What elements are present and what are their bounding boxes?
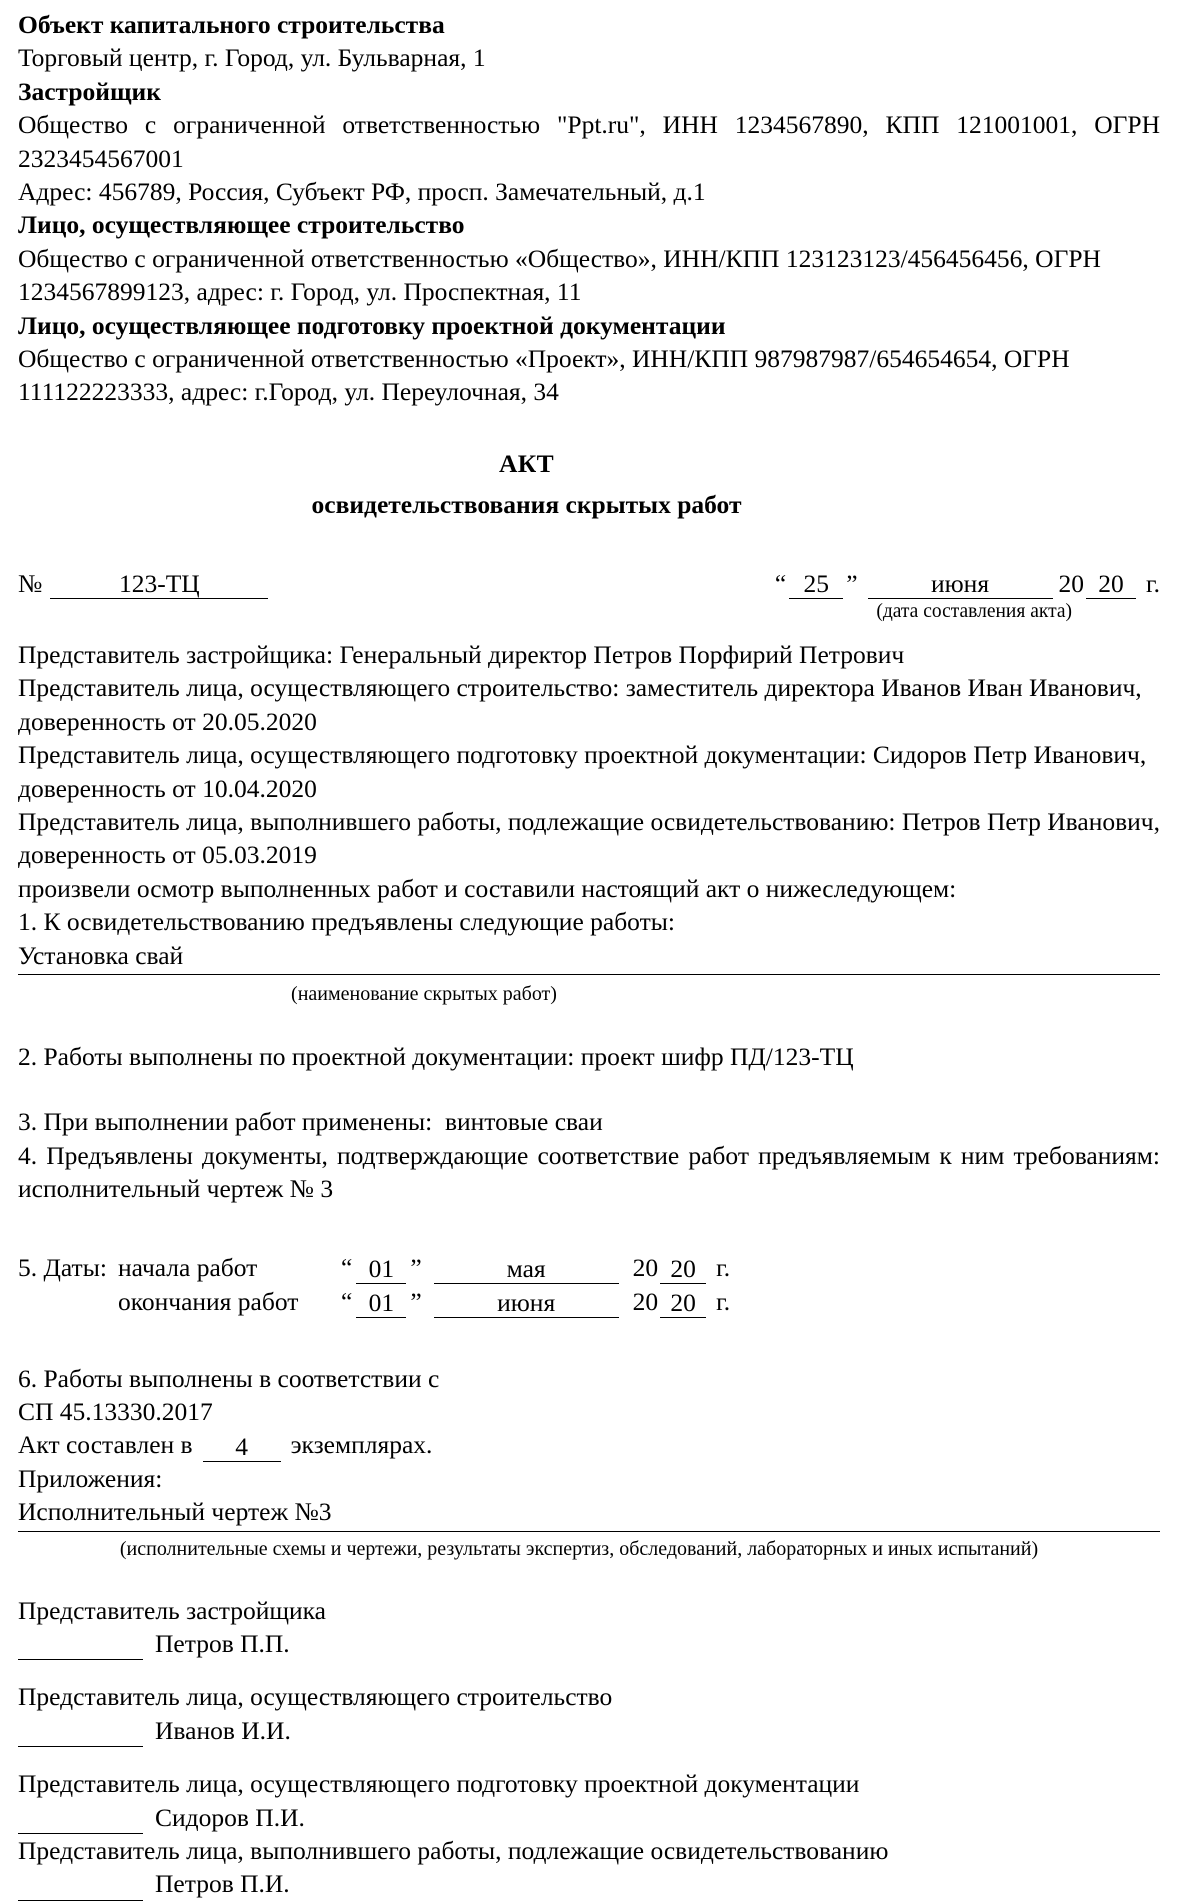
date-year-unit: г.	[1146, 568, 1160, 598]
signature-role: Представитель лица, осуществляющего строительство	[18, 1682, 613, 1712]
end-quote-open: “	[341, 1286, 353, 1316]
item5-end-label: окончания работ	[118, 1286, 299, 1316]
copies-prefix: Акт составлен в	[18, 1430, 193, 1460]
date-month-field[interactable]: июня	[868, 569, 1053, 599]
copies-row	[18, 1428, 1160, 1461]
copies-suffix: экземплярах.	[290, 1430, 433, 1460]
start-quote-open: “	[341, 1252, 353, 1282]
developer-address: Адрес: 456789, Россия, Субъект РФ, просп. Замечательный, д.1	[18, 177, 706, 207]
signature-group	[18, 1767, 1160, 1834]
start-quote-close: ”	[410, 1252, 422, 1282]
item4-text: 4. Предъявлены документы, подтверждающие соответствие работ предъявляемым к ним требованиям: исполнительный чертеж № 3	[18, 1140, 1167, 1204]
act-number-label: №	[18, 568, 43, 598]
signature-name: Сидоров П.И.	[155, 1802, 305, 1832]
start-year-field[interactable]: 20	[660, 1254, 706, 1284]
spacer-after-item5	[18, 1318, 1160, 1362]
signature-row	[18, 1714, 1160, 1747]
signature-name: Петров П.И.	[155, 1869, 290, 1899]
signature-role: Представитель лица, выполнившего работы, подлежащие освидетельствованию	[18, 1836, 889, 1866]
builder-value: Общество с ограниченной ответственностью «Общество», ИНН/КПП 123123123/456456456, ОГРН 1234567899123, адрес: г. Город, ул. Проспектная, 11	[18, 243, 1108, 307]
signature-role: Представитель лица, осуществляющего подготовку проектной документации	[18, 1769, 860, 1799]
signature-row	[18, 1801, 1160, 1834]
signature-row	[18, 1867, 1160, 1900]
attachments-label: Приложения:	[18, 1463, 163, 1493]
developer-value: Общество с ограниченной ответственностью "Ppt.ru", ИНН 1234567890, КПП 121001001, ОГРН 2323454567001	[18, 110, 1167, 173]
item5-start-label: начала работ	[118, 1252, 258, 1282]
date-quote-close: ”	[846, 568, 858, 598]
end-month-field[interactable]: июня	[434, 1288, 619, 1318]
representatives-block	[18, 638, 1167, 905]
start-year-unit: г.	[716, 1252, 731, 1282]
item1-label: 1. К освидетельствованию предъявлены следующие работы:	[18, 907, 675, 937]
spacer-after-item2	[18, 1073, 1160, 1105]
end-year-unit: г.	[716, 1286, 731, 1316]
end-quote-close: ”	[410, 1286, 422, 1316]
item5-start-row	[18, 1252, 1160, 1284]
start-month-field[interactable]: мая	[434, 1254, 619, 1284]
builder-label: Лицо, осуществляющее строительство	[18, 210, 465, 240]
signature-line[interactable]	[18, 1633, 143, 1660]
object-label: Объект капитального строительства	[18, 10, 445, 39]
page-title: АКТ	[498, 448, 555, 478]
signature-line[interactable]	[18, 1874, 143, 1901]
date-year-field[interactable]: 20	[1086, 569, 1136, 599]
copies-count-field[interactable]: 4	[203, 1432, 281, 1462]
item1-caption: (наименование скрытых работ)	[291, 982, 557, 1005]
end-year-field[interactable]: 20	[660, 1288, 706, 1318]
attachments-value-field[interactable]: Исполнительный чертеж №3	[18, 1495, 1160, 1531]
representative-developer: Представитель застройщика: Генеральный директор Петров Порфирий Петрович	[18, 639, 905, 669]
signature-group	[18, 1680, 1160, 1747]
signature-name: Иванов И.И.	[155, 1715, 291, 1745]
document-title-block	[18, 447, 1160, 521]
act-number-field[interactable]: 123-ТЦ	[50, 569, 268, 599]
page-subtitle: освидетельствования скрытых работ	[311, 489, 742, 519]
designer-value: Общество с ограниченной ответственностью «Проект», ИНН/КПП 987987987/654654654, ОГРН 111122223333, адрес: г.Город, ул. Переулочная, 34	[18, 344, 1076, 407]
start-day-field[interactable]: 01	[356, 1254, 406, 1284]
representative-designer: Представитель лица, осуществляющего подготовку проектной документации: Сидоров Петр Иванович, доверенность от 10.04.2020	[18, 740, 1153, 803]
spacer-before-signatures	[18, 1562, 1160, 1594]
end-day-field[interactable]: 01	[356, 1288, 406, 1318]
signature-role: Представитель застройщика	[18, 1595, 327, 1625]
item5-label: 5. Даты:	[18, 1252, 107, 1282]
date-year-prefix: 20	[1058, 568, 1085, 598]
signature-group	[18, 1594, 1160, 1661]
signature-spacer	[18, 1660, 1160, 1680]
attachments-caption: (исполнительные схемы и чертежи, результаты экспертиз, обследований, лабораторных и иных испытаний)	[119, 1537, 1039, 1560]
item3-text: 3. При выполнении работ применены: винтовые сваи	[18, 1107, 603, 1137]
end-year-prefix: 20	[632, 1286, 659, 1316]
item5-end-row	[18, 1286, 1160, 1318]
item6-value: СП 45.13330.2017	[18, 1396, 213, 1426]
spacer-after-item4	[18, 1206, 1160, 1250]
object-value: Торговый центр, г. Город, ул. Бульварная, 1	[18, 43, 486, 73]
signature-spacer	[18, 1747, 1160, 1767]
item1-value-field[interactable]: Установка свай	[18, 939, 1160, 975]
item5-dates-block	[18, 1252, 1160, 1318]
item2-text: 2. Работы выполнены по проектной документации: проект шифр ПД/123-ТЦ	[18, 1041, 854, 1071]
representative-builder: Представитель лица, осуществляющего строительство: заместитель директора Иванов Иван Иванович, доверенность от 20.05.2020	[18, 673, 1149, 736]
item6-label: 6. Работы выполнены в соответствии с	[18, 1363, 440, 1393]
date-caption: (дата составления акта)	[876, 600, 1072, 622]
header-block	[18, 8, 1167, 409]
spacer-after-item1	[18, 1008, 1160, 1040]
signature-line[interactable]	[18, 1807, 143, 1834]
signature-name: Петров П.П.	[155, 1629, 290, 1658]
number-date-row	[18, 568, 1160, 622]
date-quote-open: “	[774, 568, 787, 598]
signature-row	[18, 1627, 1160, 1660]
signature-line[interactable]	[18, 1720, 143, 1747]
representative-performer: Представитель лица, выполнившего работы, подлежащие освидетельствованию: Петров Петр Иванович, доверенность от 05.03.2019	[18, 806, 1167, 870]
designer-label: Лицо, осуществляющее подготовку проектной документации	[18, 310, 726, 340]
start-year-prefix: 20	[632, 1252, 659, 1282]
signatures-block	[18, 1594, 1160, 1901]
signature-group	[18, 1834, 1160, 1901]
developer-label: Застройщик	[18, 76, 161, 106]
date-day-field[interactable]: 25	[789, 569, 843, 599]
inspection-statement: произвели осмотр выполненных работ и составили настоящий акт о нижеследующем:	[18, 873, 957, 903]
